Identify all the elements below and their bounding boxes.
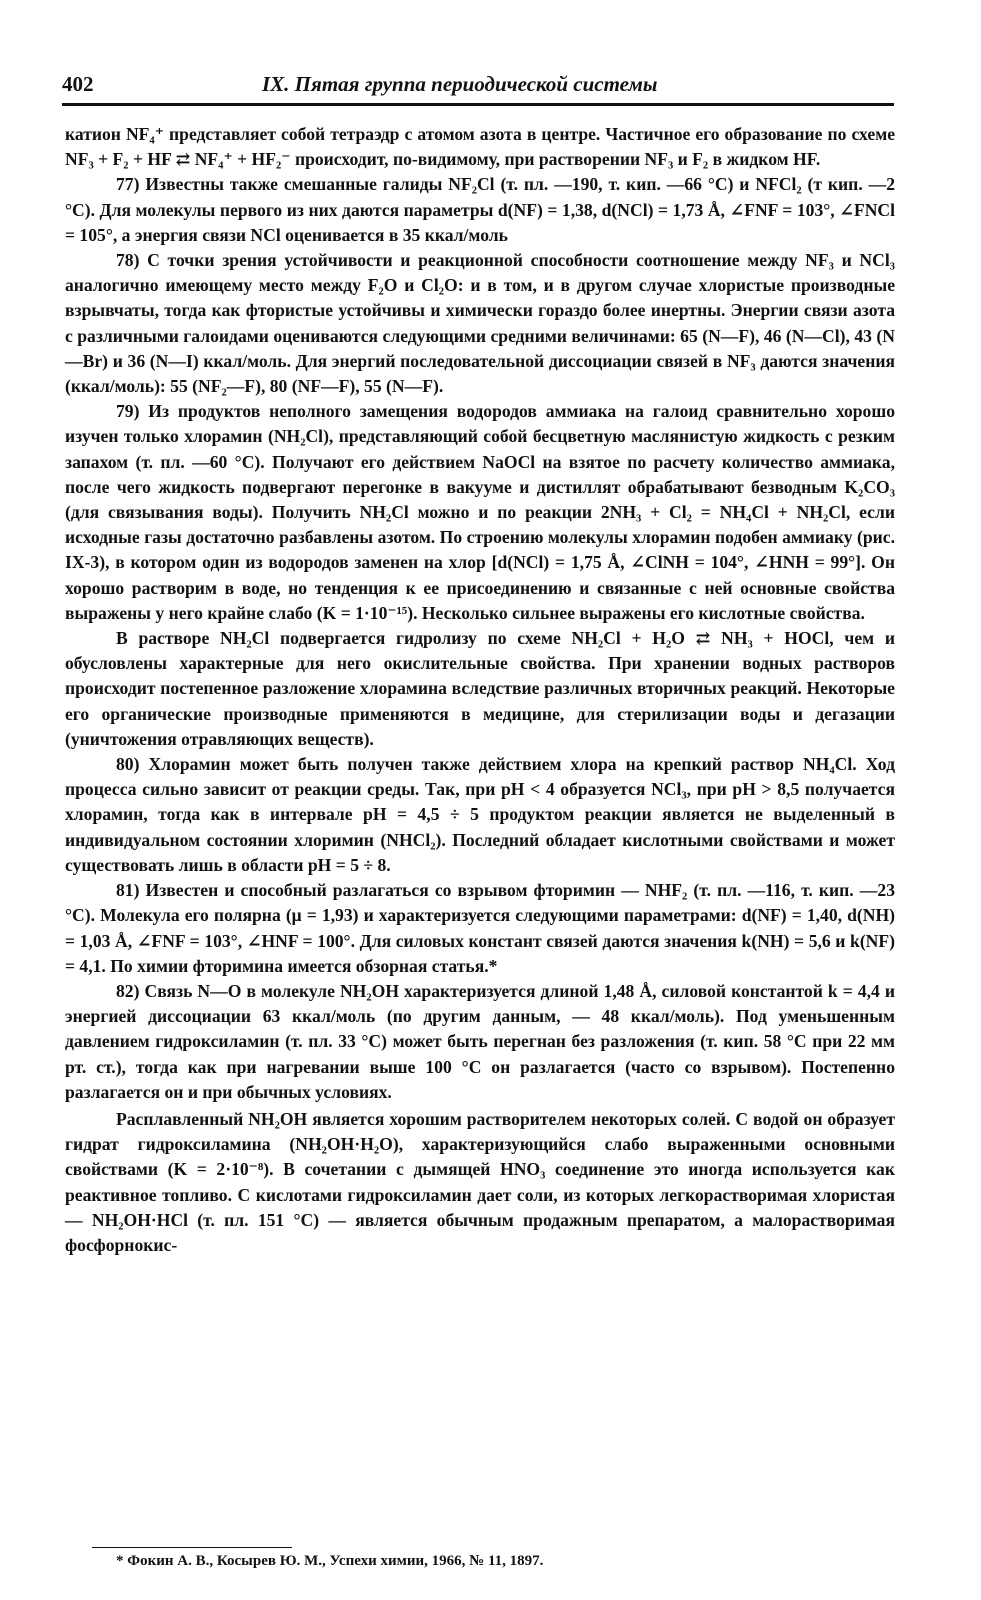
note-80: 80) Хлорамин может быть получен также действием хлора на крепкий раствор NH₄Cl. Ход процесса сильно зависит от реакции среды. Так, при pH < 4 образуется NCl₃, при pH > 8,5 получается хлорамин, тогда как в интервале pH = 4,5 ÷ 5 продуктом реакции является не выделенный в индивидуальном состоянии хлоримин (NHCl₂). Последний обладает кислотными свойствами и может существовать лишь в области pH = 5 ÷ 8. (65, 754, 895, 875)
body-text (65, 122, 895, 1258)
page-number: 402 (62, 72, 94, 96)
note-79: 79) Из продуктов неполного замещения водородов аммиака на галоид сравнительно хорошо изучен только хлорамин (NH₂Cl), представляющий собой бесцветную маслянистую жидкость с резким запахом (т. пл. —60 °С). Получают его действием NaOCl на взятое по расчету количество аммиака, после чего жидкость подвергают перегонке в вакууме и дистиллят обрабатывают безводным K₂CO₃ (для связывания воды). Получить NH₂Cl можно и по реакции 2NH₃ + Cl₂ = NH₄Cl + NH₂Cl, если исходные газы достаточно разбавлены азотом. По строению молекулы хлорамин подобен аммиаку (рис. IX-3), в котором один из водородов заменен на хлор [d(NCl) = 1,75 Å, ∠ClNH = 104°, ∠HNH = 99°]. Он хорошо растворим в воде, но тенденция к ее присоединению и связанные с ней основные свойства выражены у него крайне слабо (K = 1·10⁻¹⁵). Несколько сильнее выражены его кислотные свойства. (65, 401, 895, 623)
note-77: 77) Известны также смешанные галиды NF₂Cl (т. пл. —190, т. кип. —66 °С) и NFCl₂ (т кип. —2 °С). Для молекулы первого из них даются параметры d(NF) = 1,38, d(NCl) = 1,73 Å, ∠FNF = 103°, ∠FNCl = 105°, а энергия связи NCl оценивается в 35 ккал/моль (65, 174, 895, 245)
running-title: IX. Пятая группа периодической системы (262, 72, 658, 96)
note-82: 82) Связь N—O в молекуле NH₂OH характеризуется длиной 1,48 Å, силовой константой k = 4,4 и энергией диссоциации 63 ккал/моль (по другим данным, — 48 ккал/моль). Под уменьшенным давлением гидроксиламин (т. пл. 33 °С) может быть перегнан без разложения (т. кип. 58 °С при 22 мм рт. ст.), тогда как при нагревании выше 100 °С он разлагается (часто со взрывом). Постепенно разлагается он и при обычных условиях. (65, 980, 895, 1102)
page-header (62, 72, 894, 106)
note-82-continued: Расплавленный NH₂OH является хорошим растворителем некоторых солей. С водой он образует гидрат гидроксиламина (NH₂OH·H₂O), характеризующийся слабо выраженными основными свойствами (K = 2·10⁻⁸). В сочетании с дымящей HNO₃ соединение это иногда используется как реактивное топливо. С кислотами гидроксиламин дает соли, из которых легкорастворимая хлористая — NH₂OH·HCl (т. пл. 151 °С) — является обычным продажным препаратом, а малорастворимая фосфорнокис- (65, 1108, 895, 1255)
footnote: * Фокин А. В., Косырев Ю. М., Успехи химии, 1966, № 11, 1897. (116, 1553, 544, 1569)
header-rule (62, 103, 894, 106)
note-81: 81) Известен и способный разлагаться со взрывом фторимин — NHF₂ (т. пл. —116, т. кип. —23 °С). Молекула его полярна (μ = 1,93) и характеризуется следующими параметрами: d(NF) = 1,40, d(NH) = 1,03 Å, ∠FNF = 103°, ∠HNF = 100°. Для силовых констант связей даются значения k(NH) = 5,6 и k(NF) = 4,1. По химии фторимина имеется обзорная статья.* (65, 880, 895, 976)
paragraph-continuation: катион NF₄⁺ представляет собой тетраэдр с атомом азота в центре. Частичное его образование по схеме NF₃ + F₂ + HF ⇄ NF₄⁺ + HF₂⁻ происходит, по-видимому, при растворении NF₃ и F₂ в жидком HF. (65, 124, 895, 170)
note-79-continued: В растворе NH₂Cl подвергается гидролизу по схеме NH₂Cl + H₂O ⇄ NH₃ + HOCl, чем и обусловлены характерные для него окислительные свойства. При хранении водных растворов происходит постепенное разложение хлорамина вследствие различных вторичных реакций. Некоторые его органические производные применяются в медицине, для стерилизации воды и дегазации (уничтожения отравляющих веществ). (65, 628, 895, 749)
note-78: 78) С точки зрения устойчивости и реакционной способности соотношение между NF₃ и NCl₃ аналогично имеющему место между F₂O и Cl₂O: и в том, и в другом случае хлористые производные взрывчаты, тогда как фтористые устойчивы и химически гораздо более инертны. Энергии связи азота с различными галоидами оцениваются следующими средними величинами: 65 (N—F), 46 (N—Cl), 43 (N—Br) и 36 (N—I) ккал/моль. Для энергий последовательной диссоциации связей в NF₃ даются значения (ккал/моль): 55 (NF₂—F), 80 (NF—F), 55 (N—F). (65, 250, 895, 397)
footnote-rule (92, 1547, 292, 1548)
